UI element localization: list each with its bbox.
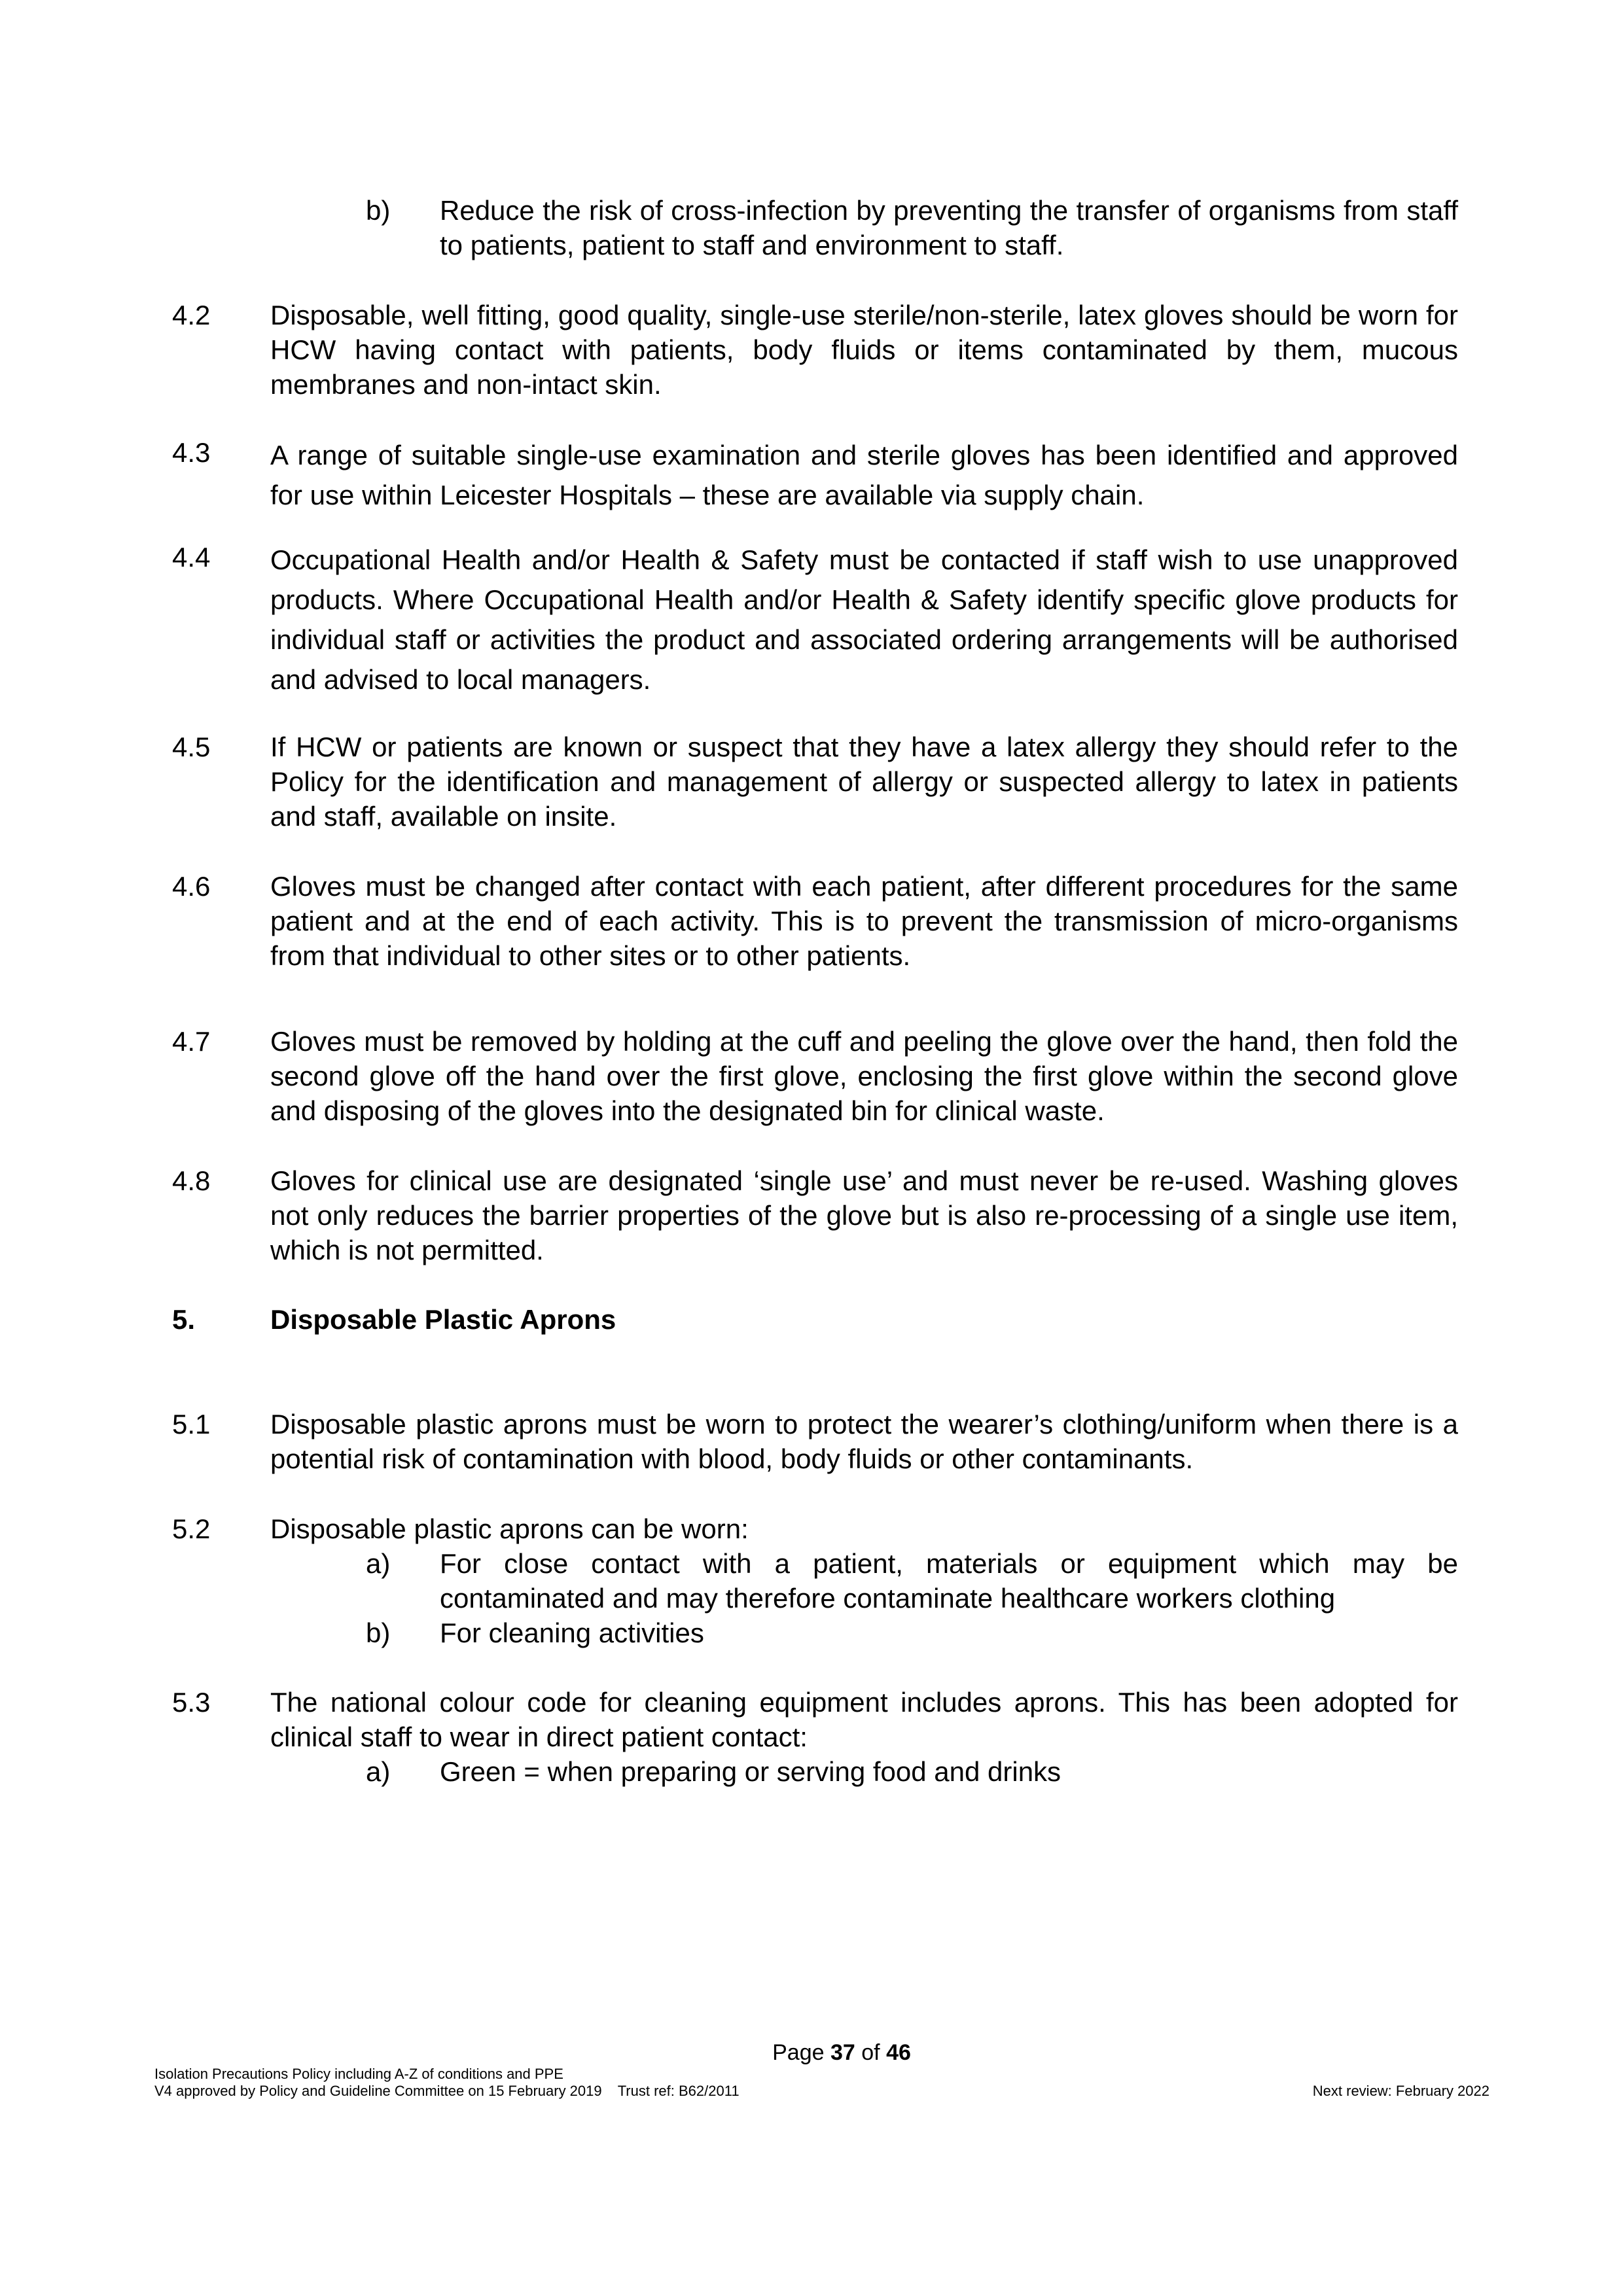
paragraph-number: 4.5 xyxy=(172,732,211,762)
footer-approval-group xyxy=(154,2083,740,2100)
page-label: Page xyxy=(772,2040,825,2065)
paragraph-text: If HCW or patients are known or suspect that they have a latex allergy they should refer to the Policy for the identification and management of allergy or suspected allergy to latex in patients and staff, available on insite. xyxy=(270,732,1458,832)
list-letter: b) xyxy=(366,1617,391,1648)
paragraph-number: 4.4 xyxy=(172,542,211,573)
list-text: For close contact with a patient, materials or equipment which may be contaminated and may therefore contaminate healthcare workers clothing xyxy=(440,1548,1458,1614)
list-text: Green = when preparing or serving food and drinks xyxy=(440,1756,1061,1787)
list-text: For cleaning activities xyxy=(440,1617,704,1648)
list-item xyxy=(366,1754,1458,1789)
paragraph-4-7 xyxy=(172,1024,1458,1128)
list-item xyxy=(366,1546,1458,1616)
paragraph-4-4 xyxy=(172,540,1458,699)
paragraph-number: 5.2 xyxy=(172,1513,211,1544)
page-total: 46 xyxy=(886,2040,911,2065)
list-letter: b) xyxy=(366,195,391,226)
paragraph-4-3 xyxy=(172,435,1458,515)
section-5-heading xyxy=(172,1302,1458,1337)
paragraph-number: 4.7 xyxy=(172,1026,211,1057)
paragraph-text: Disposable, well fitting, good quality, single-use sterile/non-sterile, latex gloves should be worn for HCW having contact with patients, body fluids or items contaminated by them, mucous membranes and non-intact skin. xyxy=(270,300,1458,400)
paragraph-text: The national colour code for cleaning equipment includes aprons. This has been adopted for clinical staff to wear in direct patient contact: xyxy=(270,1687,1458,1752)
page-number xyxy=(154,2040,1489,2066)
section-title: Disposable Plastic Aprons xyxy=(270,1304,616,1335)
list-text: Reduce the risk of cross-infection by preventing the transfer of organisms from staff to patients, patient to staff and environment to staff. xyxy=(440,195,1458,260)
paragraph-4-2 xyxy=(172,298,1458,402)
paragraph-4-5 xyxy=(172,730,1458,834)
paragraph-4-8 xyxy=(172,1163,1458,1267)
paragraph-number: 4.3 xyxy=(172,437,211,468)
paragraph-text: Disposable plastic aprons can be worn: xyxy=(270,1513,749,1544)
paragraph-5-2 xyxy=(172,1511,1458,1650)
section-number: 5. xyxy=(172,1304,196,1335)
footer-line xyxy=(154,2083,1489,2100)
paragraph-text: Occupational Health and/or Health & Safety must be contacted if staff wish to use unapproved products. Where Occupational Health and/or Health & Safety identify specific glove products for individual staff or activities the product and associated ordering arrangements will be authorised and advised to local managers. xyxy=(270,544,1458,695)
footer-next-review: Next review: February 2022 xyxy=(1312,2083,1489,2099)
paragraph-number: 5.1 xyxy=(172,1409,211,1439)
footer-trust-ref: Trust ref: B62/2011 xyxy=(617,2083,740,2099)
paragraph-text: Gloves must be removed by holding at the cuff and peeling the glove over the hand, then fold the second glove off the hand over the first glove, enclosing the first glove within the second glove and disposing of the gloves into the designated bin for clinical waste. xyxy=(270,1026,1458,1126)
list-item xyxy=(366,1616,1458,1650)
footer-approval: V4 approved by Policy and Guideline Committee on 15 February 2019 xyxy=(154,2083,602,2099)
list-item-b xyxy=(172,193,1458,262)
paragraph-5-1 xyxy=(172,1407,1458,1476)
list-letter: a) xyxy=(366,1756,391,1787)
paragraph-number: 4.6 xyxy=(172,871,211,902)
paragraph-number: 4.8 xyxy=(172,1165,211,1196)
paragraph-text: Disposable plastic aprons must be worn to protect the wearer’s clothing/uniform when there is a potential risk of contamination with blood, body fluids or other contaminants. xyxy=(270,1409,1458,1474)
page-of: of xyxy=(861,2040,880,2065)
paragraph-5-3 xyxy=(172,1685,1458,1789)
page-current: 37 xyxy=(830,2040,855,2065)
paragraph-text: Gloves must be changed after contact with each patient, after different procedures for the same patient and at the end of each activity. This is to prevent the transmission of micro-organisms from that individual to other sites or to other patients. xyxy=(270,871,1458,971)
paragraph-number: 5.3 xyxy=(172,1687,211,1718)
page-footer xyxy=(154,2040,1489,2100)
footer-doc-title: Isolation Precautions Policy including A-Z of conditions and PPE xyxy=(154,2066,563,2082)
paragraph-text: A range of suitable single-use examination and sterile gloves has been identified and approved for use within Leicester Hospitals – these are available via supply chain. xyxy=(270,440,1458,510)
paragraph-text: Gloves for clinical use are designated ‘single use’ and must never be re-used. Washing gloves not only reduces the barrier properties of the glove but is also re-processing of a single use item, which is not permitted. xyxy=(270,1165,1458,1265)
paragraph-4-6 xyxy=(172,869,1458,973)
paragraph-number: 4.2 xyxy=(172,300,211,330)
list-letter: a) xyxy=(366,1548,391,1579)
